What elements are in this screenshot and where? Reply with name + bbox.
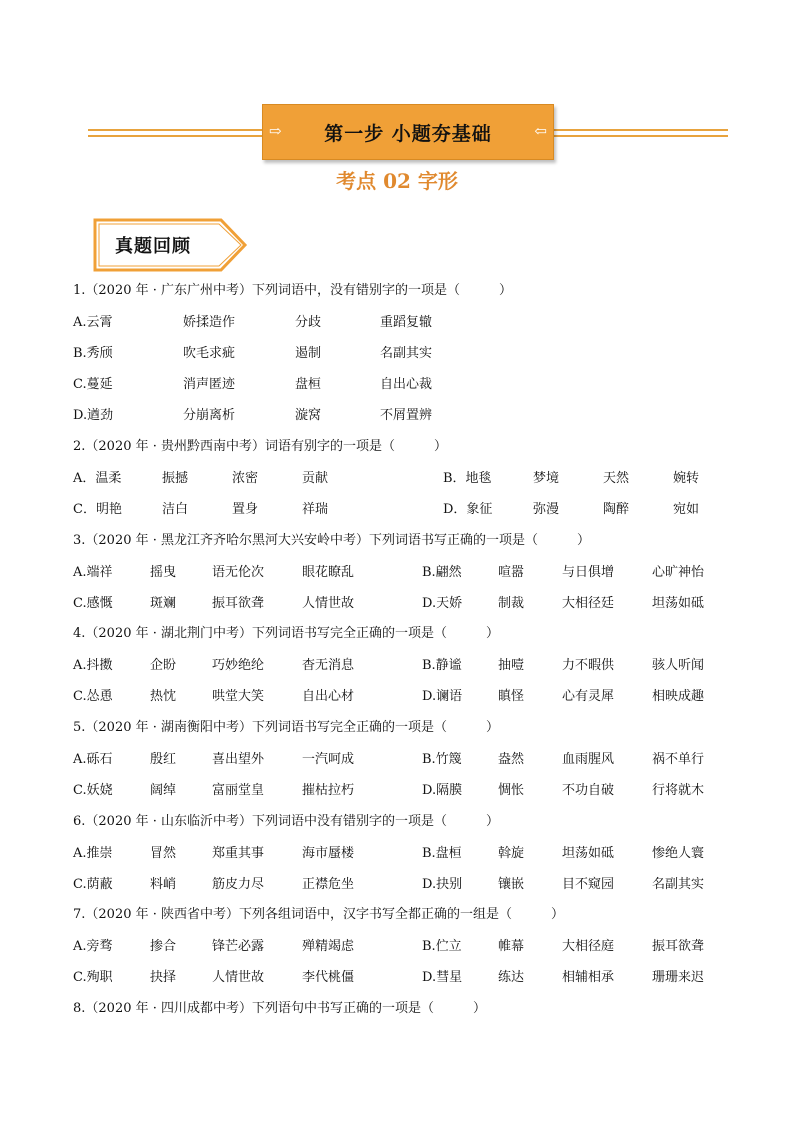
header-line-left-top (88, 129, 262, 131)
option-label-word: B.秀颀 (73, 346, 113, 361)
option-word: 振耳欲聋 (652, 939, 705, 954)
option-word: 遏制 (295, 346, 322, 361)
option-label-word: B.伫立 (422, 939, 462, 954)
option-word: 斑斓 (150, 596, 177, 611)
option-word: 相辅相承 (562, 970, 615, 985)
option-word: 天然 (603, 471, 630, 486)
option-word: 殷红 (150, 752, 177, 767)
option-word: 宛如 (673, 502, 700, 517)
option-word: 眼花瞭乱 (302, 565, 355, 580)
option-word: 锋芒必露 (212, 939, 265, 954)
option-word: 杳无消息 (302, 658, 355, 673)
option-word: 瞋怪 (498, 689, 525, 704)
option-word: 目不窥园 (562, 877, 615, 892)
option-word: 大相径庭 (562, 939, 615, 954)
option-label-word: D.隔膜 (422, 783, 463, 798)
option-word: 漩窝 (295, 408, 322, 423)
option-word: 不功自破 (562, 783, 615, 798)
option-label-word: D.抉别 (422, 877, 463, 892)
option-word: 惨绝人寰 (652, 846, 705, 861)
option-word: 浓密 (232, 471, 259, 486)
option-word: 自出心材 (302, 689, 355, 704)
option-word: 摇曳 (150, 565, 177, 580)
option-word: 血雨腥风 (562, 752, 615, 767)
option-word: 斡旋 (498, 846, 525, 861)
option-word: 掺合 (150, 939, 177, 954)
option-word: 重蹈复辙 (380, 315, 433, 330)
option-word: 祥瑞 (302, 502, 329, 517)
option-label-word: C.怂恿 (73, 689, 113, 704)
header-line-right-bottom (554, 135, 728, 137)
option-label-word: C.殉职 (73, 970, 113, 985)
question-stem: 1.（2020 年 · 广东广州中考）下列词语中，没有错别字的一项是（ ） (73, 283, 513, 298)
option-word: 吹毛求疵 (183, 346, 236, 361)
option-word: 人情世故 (302, 596, 355, 611)
option-word: 骇人听闻 (652, 658, 705, 673)
option-word: 娇揉造作 (183, 315, 236, 330)
option-word: 弥漫 (533, 502, 560, 517)
option-word: 婉转 (673, 471, 700, 486)
option-label-word: B.盘桓 (422, 846, 462, 861)
arrow-right-icon: ⇨ (269, 122, 282, 140)
option-word: 梦境 (533, 471, 560, 486)
option-label-word: A.云霄 (73, 315, 113, 330)
option-word: 盎然 (498, 752, 525, 767)
option-word: 殚精竭虑 (302, 939, 355, 954)
option-label-word: A．温柔 (73, 471, 122, 486)
option-word: 名副其实 (652, 877, 705, 892)
option-word: 惆怅 (498, 783, 525, 798)
option-word: 振耳欲聋 (212, 596, 265, 611)
option-word: 热忱 (150, 689, 177, 704)
option-label-word: A.砾石 (73, 752, 113, 767)
option-word: 摧枯拉朽 (302, 783, 355, 798)
option-label-word: A.端祥 (73, 565, 113, 580)
option-word: 贡献 (302, 471, 329, 486)
option-word: 洁白 (162, 502, 189, 517)
option-word: 郑重其事 (212, 846, 265, 861)
option-word: 相映成趣 (652, 689, 705, 704)
question-stem: 2.（2020 年 · 贵州黔西南中考）词语有别字的一项是（ ） (73, 439, 448, 454)
question-stem: 6.（2020 年 · 山东临沂中考）下列词语中没有错别字的一项是（ ） (73, 814, 500, 829)
question-stem: 3.（2020 年 · 黑龙江齐齐哈尔黑河大兴安岭中考）下列词语书写正确的一项是（ ） (73, 533, 591, 548)
option-word: 企盼 (150, 658, 177, 673)
option-word: 消声匿迹 (183, 377, 236, 392)
option-label-word: A.旁骛 (73, 939, 113, 954)
option-word: 制裁 (498, 596, 525, 611)
option-label-word: C.妖娆 (73, 783, 113, 798)
page-subtitle: 考点 02 字形 (336, 169, 458, 193)
section-tag-label: 真题回顾 (115, 236, 191, 257)
option-word: 盘桓 (295, 377, 322, 392)
question-stem: 7.（2020 年 · 陕西省中考）下列各组词语中，汉字书写全都正确的一组是（ ） (73, 907, 565, 922)
option-label-word: A.抖擞 (73, 658, 113, 673)
option-label-word: D．象征 (443, 502, 493, 517)
option-word: 李代桃僵 (302, 970, 355, 985)
header-line-right-top (554, 129, 728, 131)
option-word: 筋皮力尽 (212, 877, 265, 892)
option-word: 陶醉 (603, 502, 630, 517)
option-word: 喧嚣 (498, 565, 525, 580)
option-word: 巧妙绝纶 (212, 658, 265, 673)
page-title: 第一步 小题夯基础 (324, 123, 492, 145)
option-word: 行将就木 (652, 783, 705, 798)
option-word: 人情世故 (212, 970, 265, 985)
option-word: 料峭 (150, 877, 177, 892)
option-word: 振撼 (162, 471, 189, 486)
option-word: 练达 (498, 970, 525, 985)
option-label-word: B.竹篾 (422, 752, 462, 767)
option-label-word: A.推崇 (73, 846, 113, 861)
option-word: 自出心裁 (380, 377, 433, 392)
option-word: 喜出望外 (212, 752, 265, 767)
option-word: 阔绰 (150, 783, 177, 798)
option-word: 与日俱增 (562, 565, 615, 580)
option-word: 抉择 (150, 970, 177, 985)
option-word: 语无伦次 (212, 565, 265, 580)
option-label-word: B.翩然 (422, 565, 462, 580)
option-label-word: C.荫蔽 (73, 877, 113, 892)
question-stem: 4.（2020 年 · 湖北荆门中考）下列词语书写完全正确的一项是（ ） (73, 626, 500, 641)
option-label-word: B.静谧 (422, 658, 462, 673)
question-stem: 5.（2020 年 · 湖南衡阳中考）下列词语书写完全正确的一项是（ ） (73, 720, 500, 735)
option-label-word: D.天娇 (422, 596, 463, 611)
option-word: 力不暇供 (562, 658, 615, 673)
option-word: 祸不单行 (652, 752, 705, 767)
option-word: 坦荡如砥 (562, 846, 615, 861)
option-word: 海市蜃楼 (302, 846, 355, 861)
option-word: 分崩离析 (183, 408, 236, 423)
arrow-left-icon: ⇦ (534, 122, 547, 140)
option-label-word: C．明艳 (73, 502, 122, 517)
option-label-word: B．地毯 (443, 471, 492, 486)
option-word: 帷幕 (498, 939, 525, 954)
option-word: 一汽呵成 (302, 752, 355, 767)
option-word: 名副其实 (380, 346, 433, 361)
option-word: 分歧 (295, 315, 322, 330)
option-word: 哄堂大笑 (212, 689, 265, 704)
header-banner (262, 104, 554, 160)
option-word: 镶嵌 (498, 877, 525, 892)
option-word: 大相径廷 (562, 596, 615, 611)
option-word: 富丽堂皇 (212, 783, 265, 798)
option-word: 抽噎 (498, 658, 525, 673)
option-word: 冒然 (150, 846, 177, 861)
header-line-left-bottom (88, 135, 262, 137)
option-word: 心有灵犀 (562, 689, 615, 704)
option-word: 置身 (232, 502, 259, 517)
option-word: 心旷神怡 (652, 565, 705, 580)
option-label-word: D.遒劲 (73, 408, 114, 423)
option-word: 正襟危坐 (302, 877, 355, 892)
option-word: 珊珊来迟 (652, 970, 705, 985)
option-label-word: C.感慨 (73, 596, 113, 611)
section-tag (93, 218, 249, 272)
option-label-word: D.彗星 (422, 970, 463, 985)
question-stem: 8.（2020 年 · 四川成都中考）下列语句中书写正确的一项是（ ） (73, 1001, 487, 1016)
option-label-word: C.蔓延 (73, 377, 113, 392)
option-label-word: D.谰语 (422, 689, 463, 704)
option-word: 不屑置辨 (380, 408, 433, 423)
option-word: 坦荡如砥 (652, 596, 705, 611)
